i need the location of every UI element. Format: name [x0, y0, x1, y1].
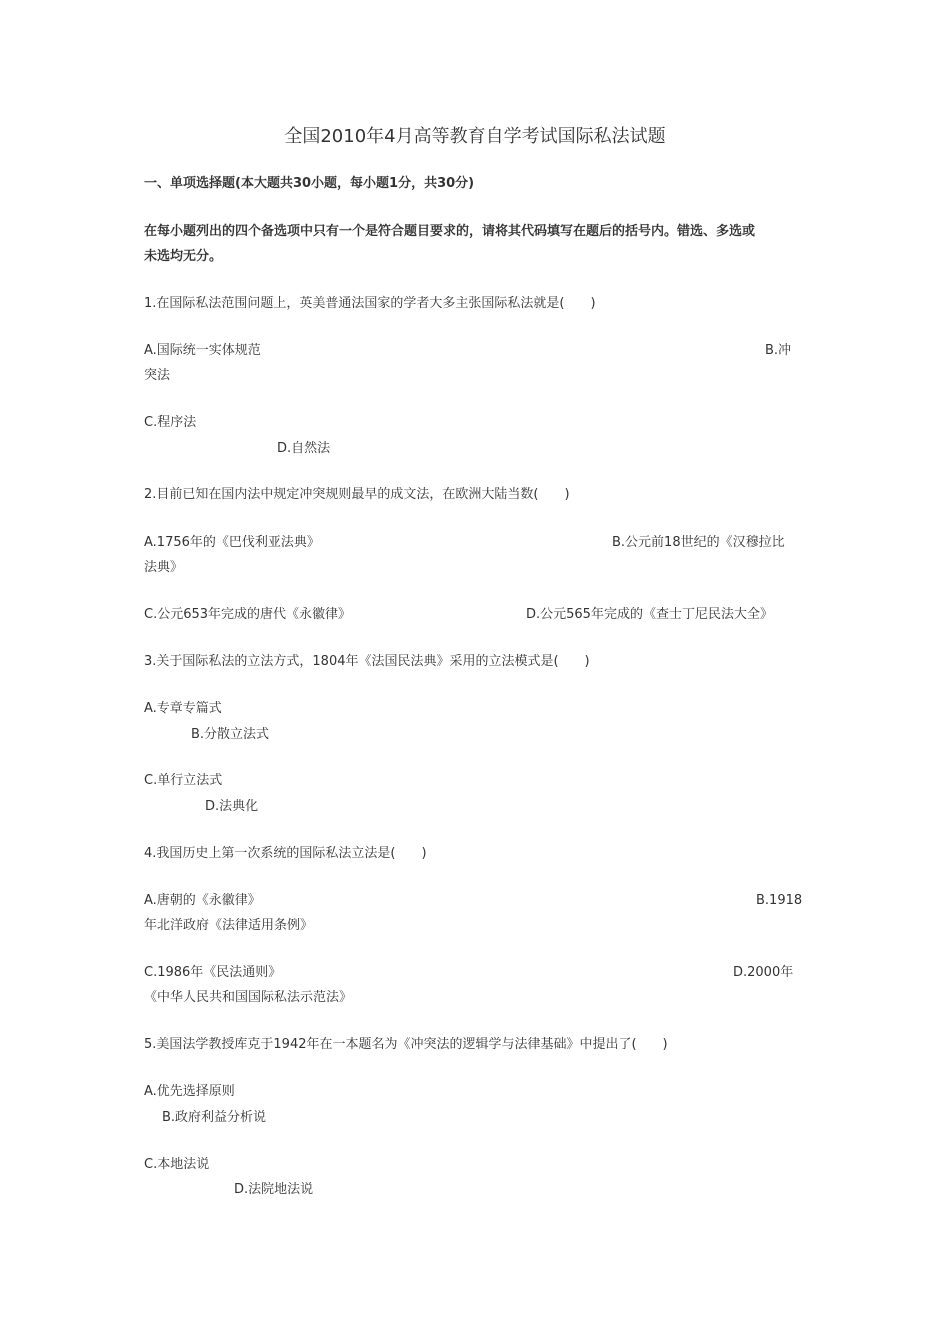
question-2-option-b: B.公元前18世纪的《汉穆拉比: [612, 535, 785, 550]
question-5-option-b: B.政府利益分析说: [162, 1110, 267, 1125]
question-4-option-c: C.1986年《民法通则》: [144, 965, 282, 980]
question-4-option-d-continued: 《中华人民共和国国际私法示范法》: [144, 990, 353, 1005]
question-4-option-b-continued: 年北洋政府《法律适用条例》: [144, 918, 314, 933]
question-2-option-c: C.公元653年完成的唐代《永徽律》: [144, 607, 352, 622]
question-4-option-b: B.1918: [756, 893, 803, 908]
question-3-option-d: D.法典化: [205, 799, 259, 814]
question-1-option-c: C.程序法: [144, 415, 197, 430]
question-2-option-a: A.1756年的《巴伐利亚法典》: [144, 535, 320, 550]
question-3-option-c: C.单行立法式: [144, 773, 223, 788]
question-4-stem: 4.我国历史上第一次系统的国际私法立法是( ): [144, 846, 427, 861]
question-4-option-a: A.唐朝的《永徽律》: [144, 893, 261, 908]
question-1-stem: 1.在国际私法范围问题上，英美普通法国家的学者大多主张国际私法就是( ): [144, 296, 596, 311]
question-1-option-a: A.国际统一实体规范: [144, 343, 261, 358]
question-5-option-c: C.本地法说: [144, 1157, 210, 1172]
question-2-option-b-continued: 法典》: [144, 560, 184, 575]
question-2-option-d: D.公元565年完成的《查士丁尼民法大全》: [526, 607, 773, 622]
question-1-option-b: B.冲: [765, 343, 792, 358]
question-2-stem: 2.目前已知在国内法中规定冲突规则最早的成文法，在欧洲大陆当数( ): [144, 487, 570, 502]
question-5-option-d: D.法院地法说: [234, 1182, 314, 1197]
section-instruction-line2: 未选均无分。: [144, 249, 223, 264]
question-5-stem: 5.美国法学教授库克于1942年在一本题名为《冲突法的逻辑学与法律基础》中提出了( ): [144, 1037, 668, 1052]
section-heading: 一、单项选择题(本大题共30小题，每小题1分，共30分): [144, 176, 475, 191]
question-3-stem: 3.关于国际私法的立法方式，1804年《法国民法典》采用的立法模式是( ): [144, 654, 590, 669]
document-title: 全国2010年4月高等教育自学考试国际私法试题: [284, 126, 666, 147]
question-1-option-d: D.自然法: [277, 441, 331, 456]
section-instruction-line1: 在每小题列出的四个备选项中只有一个是符合题目要求的，请将其代码填写在题后的括号内。错选、多选或: [144, 224, 756, 239]
question-3-option-a: A.专章专篇式: [144, 701, 222, 716]
question-4-option-d: D.2000年: [733, 965, 794, 980]
question-3-option-b: B.分散立法式: [191, 727, 270, 742]
question-5-option-a: A.优先选择原则: [144, 1084, 235, 1099]
question-1-option-b-continued: 突法: [144, 368, 171, 383]
